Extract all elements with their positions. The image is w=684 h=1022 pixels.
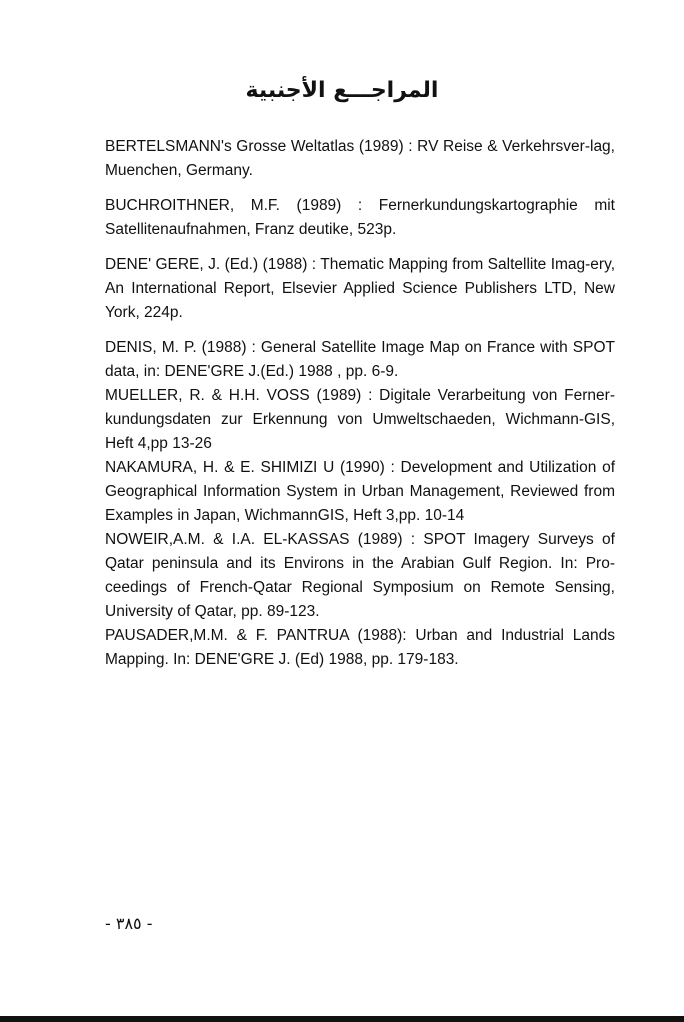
reference-entry: NAKAMURA, H. & E. SHIMIZI U (1990) : Development and Utilization of Geographical Information System in Urban Management, Reviewed from Examples in Japan, WichmannGIS, Heft 3,pp. 10-14 <box>105 459 615 524</box>
reference-entry: DENE' GERE, J. (Ed.) (1988) : Thematic Mapping from Saltellite Imag-ery, An International Report, Elsevier Applied Science Publishers LTD, New York, 224p. <box>105 256 615 321</box>
reference-entry: BERTELSMANN's Grosse Weltatlas (1989) : RV Reise & Verkehrsver-lag, Muenchen, Germany. <box>105 138 615 179</box>
reference-entry: PAUSADER,M.M. & F. PANTRUA (1988): Urban and Industrial Lands Mapping. In: DENE'GRE J. (Ed) 1988, pp. 179-183. <box>105 627 615 668</box>
reference-list <box>105 135 615 672</box>
reference-entry: BUCHROITHNER, M.F. (1989) : Fernerkundungskartographie mit Satellitenaufnahmen, Franz deutike, 523p. <box>105 197 615 238</box>
page-title: المراجـــع الأجنبية <box>245 78 439 103</box>
bottom-border <box>0 1016 684 1022</box>
page-number: - ٣٨٥ - <box>105 914 153 933</box>
reference-entry: NOWEIR,A.M. & I.A. EL-KASSAS (1989) : SPOT Imagery Surveys of Qatar peninsula and its Environs in the Arabian Gulf Region. In: Pro-ceedings of French-Qatar Regional Symposium on Remote Sensing, University of Qatar, pp. 89-123. <box>105 531 615 620</box>
reference-entry: DENIS, M. P. (1988) : General Satellite Image Map on France with SPOT data, in: DENE'GRE J.(Ed.) 1988 , pp. 6-9. <box>105 339 615 380</box>
reference-entry: MUELLER, R. & H.H. VOSS (1989) : Digitale Verarbeitung von Ferner-kundungsdaten zur Erkennung von Umweltschaeden, Wichmann-GIS, Heft 4,pp 13-26 <box>105 387 615 452</box>
